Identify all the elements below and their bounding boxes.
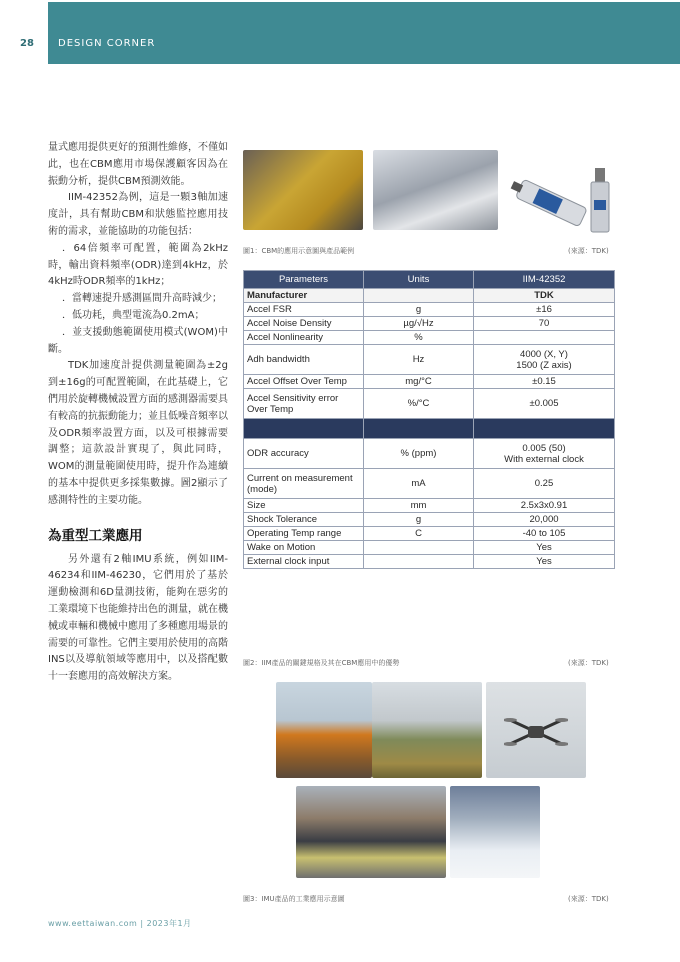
figure-3-source: (來源：TDK): [568, 895, 609, 903]
left-column: [48, 140, 228, 686]
figure-1-source: (來源：TDK): [568, 247, 609, 255]
table-cell: 0.25: [474, 469, 615, 499]
figure-2-source: (來源：TDK): [568, 659, 609, 667]
figure-1-caption: 圖1：CBM的應用示意圖與產品範例: [243, 247, 355, 255]
table-header-cell: IIM-42352: [474, 271, 615, 289]
table-cell: Accel FSR: [244, 303, 364, 317]
table-row: [244, 389, 615, 419]
sensor-product-icon: [505, 160, 615, 240]
table-cell: Accel Sensitivity error Over Temp: [244, 389, 364, 419]
footer-url: www.eettaiwan.com | 2023年1月: [48, 919, 192, 928]
table-cell: 2.5x3x0.91: [474, 499, 615, 513]
table-cell: ODR accuracy: [244, 439, 364, 469]
header-band: [48, 2, 680, 64]
photo-harvester: [372, 682, 482, 778]
figure-2-caption: 圖2：IIM產品的關鍵規格及其在CBM應用中的優勢: [243, 659, 400, 667]
table-cell: Operating Temp range: [244, 527, 364, 541]
table-cell: Yes: [474, 541, 615, 555]
page-number: 28: [20, 38, 34, 49]
table-cell: External clock input: [244, 555, 364, 569]
table-header-cell: Parameters: [244, 271, 364, 289]
table-cell: [364, 555, 474, 569]
photo-robot-arms: [373, 150, 498, 230]
body-paragraph: ．64倍頻率可配置，範圍為2kHz時，輸出資料頻率(ODR)達到4kHz，於4kHz時ODR頻率的1kHz；: [48, 242, 228, 288]
table-cell: [364, 419, 474, 439]
table-row: [244, 303, 615, 317]
table-cell: Current on measurement (mode): [244, 469, 364, 499]
photo-snow-clearing: [450, 786, 540, 878]
table-cell: [474, 331, 615, 345]
table-row: [244, 289, 615, 303]
table-cell: mg/°C: [364, 375, 474, 389]
figure-1: [243, 140, 615, 240]
table-row: [244, 499, 615, 513]
figure-3: [276, 682, 586, 882]
body-paragraph: TDK加速度計提供測量範圍為±2g到±16g的可配置範圍，在此基礎上，它們用於旋轉機械設置方面的感測器需要具有較高的抗振動能力；並且低噪音頻率以及ODR頻率設置方面，以及可根據需要調整；這款設計實現了，與此同時，WOM的測量範圍使用時，提升作為連續的基本中提供更多採集數據。圖2顯示了感測特性的主要功能。: [48, 360, 228, 506]
body-paragraph: ．低功耗，典型電流為0.2mA；: [62, 309, 205, 321]
table-cell: %: [364, 331, 474, 345]
photo-excavator: [276, 682, 372, 778]
table-cell: [364, 289, 474, 303]
table-cell: TDK: [474, 289, 615, 303]
table-cell: -40 to 105: [474, 527, 615, 541]
body-paragraph: 另外還有2軸IMU系統，例如IIM-46234和IIM-46230，它們用於了基於運動檢測和6D量測技術，能夠在惡劣的工業環境下也能維持出色的測量，就在機械或車輛和機械中應用了多種應用場景的需要的可靠性。它們主要用於使用的高階INS以及導航領域等應用中，以及搭配數十一套應用的高效解決方案。: [48, 553, 228, 683]
table-cell: Wake on Motion: [244, 541, 364, 555]
table-cell: Yes: [474, 555, 615, 569]
table-row: [244, 513, 615, 527]
table-cell: mA: [364, 469, 474, 499]
table-cell: ±16: [474, 303, 615, 317]
table-cell: ±0.005: [474, 389, 615, 419]
table-cell: 20,000: [474, 513, 615, 527]
table-cell: Accel Noise Density: [244, 317, 364, 331]
table-row: [244, 527, 615, 541]
photo-delivery-robot: [296, 786, 446, 878]
table-row: [244, 345, 615, 375]
table-cell: C: [364, 527, 474, 541]
table-cell: Hz: [364, 345, 474, 375]
body-paragraph: ．當轉速提升感測區間升高時減少；: [62, 293, 222, 305]
table-cell: [474, 419, 615, 439]
table-cell: 4000 (X, Y) 1500 (Z axis): [474, 345, 615, 375]
table-cell: Shock Tolerance: [244, 513, 364, 527]
table-cell: 0.005 (50) With external clock: [474, 439, 615, 469]
table-cell: Manufacturer: [244, 289, 364, 303]
table-cell: g: [364, 513, 474, 527]
table-cell: Size: [244, 499, 364, 513]
drone-icon: [504, 712, 568, 752]
table-header-cell: Units: [364, 271, 474, 289]
table-cell: Accel Offset Over Temp: [244, 375, 364, 389]
table-cell: % (ppm): [364, 439, 474, 469]
table-row: [244, 555, 615, 569]
table-row: [244, 541, 615, 555]
spec-table: [243, 270, 615, 569]
table-cell: ±0.15: [474, 375, 615, 389]
table-cell: %/°C: [364, 389, 474, 419]
body-paragraph: 量式應用提供更好的預測性維修，不僅如此，也在CBM應用市場保護顧客因為在振動分析，提供CBM預測效能。: [48, 142, 228, 187]
body-paragraph: ．並支援動態範圍使用模式(WOM)中斷。: [48, 326, 228, 355]
section-label: DESIGN CORNER: [58, 38, 156, 49]
table-cell: [364, 541, 474, 555]
table-row: [244, 331, 615, 345]
table-cell: µg/√Hz: [364, 317, 474, 331]
table-row: [244, 439, 615, 469]
table-cell: g: [364, 303, 474, 317]
body-paragraph: IIM-42352為例，這是一顆3軸加速度計，具有幫助CBM和狀態監控應用技術的需求，並能協助的功能包括：: [48, 192, 228, 237]
figure-3-caption: 圖3：IMU產品的工業應用示意圖: [243, 895, 345, 903]
table-cell: mm: [364, 499, 474, 513]
table-cell: 70: [474, 317, 615, 331]
table-row: [244, 317, 615, 331]
section-heading: 為重型工業應用: [48, 527, 143, 544]
table-cell: Adh bandwidth: [244, 345, 364, 375]
table-cell: [244, 419, 364, 439]
table-row: [244, 375, 615, 389]
table-cell: Accel Nonlinearity: [244, 331, 364, 345]
table-row: [244, 419, 615, 439]
table-row: [244, 469, 615, 499]
photo-industrial-equipment: [243, 150, 363, 230]
